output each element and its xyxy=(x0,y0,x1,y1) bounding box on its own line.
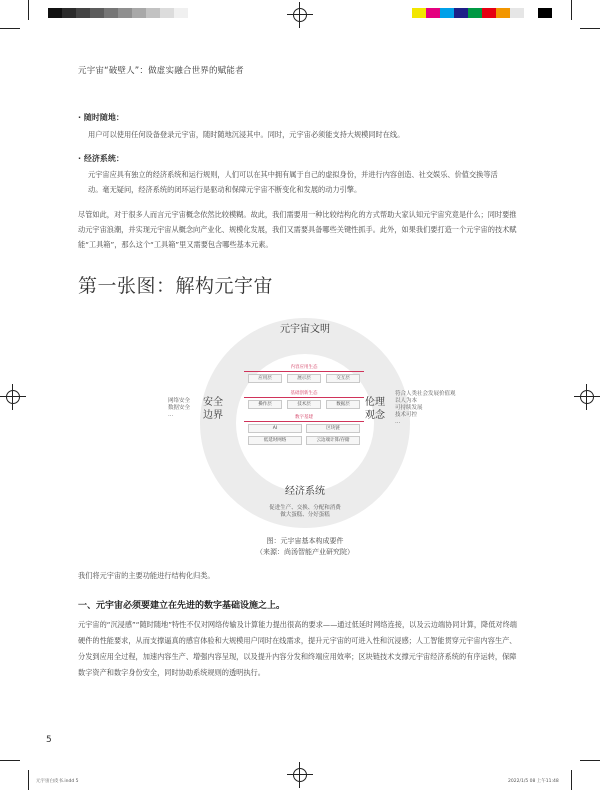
color-swatch xyxy=(510,8,524,18)
core-cell: 展示层 xyxy=(287,374,321,383)
color-swatch xyxy=(48,8,62,18)
color-swatch xyxy=(482,8,496,18)
grayscale-color-bar xyxy=(48,8,188,18)
color-swatch xyxy=(496,8,510,18)
core-divider xyxy=(244,371,364,372)
color-swatch xyxy=(174,8,188,18)
crop-mark xyxy=(571,770,572,790)
page-number: 5 xyxy=(46,735,52,745)
section-heading-infrastructure: 一、元宇宙必须要建立在先进的数字基础设施之上。 xyxy=(78,601,286,611)
footer-timestamp: 2022/1/5 08 上午11:48 xyxy=(508,779,559,784)
crop-mark xyxy=(0,760,20,761)
color-swatch xyxy=(538,8,552,18)
core-cell: 低延时网络 xyxy=(248,436,302,445)
bullet-heading-anytime: · 随时随地： xyxy=(78,113,124,122)
color-swatch xyxy=(426,8,440,18)
core-row-title-content: 内容应用生态 xyxy=(290,365,318,370)
color-swatch xyxy=(132,8,146,18)
figure-caption-line2: （来源：尚汤智能产业研究院） xyxy=(256,548,354,556)
color-swatch xyxy=(62,8,76,18)
color-swatch xyxy=(160,8,174,18)
crop-mark xyxy=(571,0,572,20)
bullet-text-economy: 元宇宙应具有独立的经济系统和运行规则，人们可以在其中拥有属于自己的虚拟身份，并进行内容创造、社交娱乐、价值交换等活动。毫无疑问，经济系统的闭环运行是驱动和保障元宇宙不断变化和发展的动力引擎。 xyxy=(88,170,498,194)
diagram-label-ethics: 伦理 观念 xyxy=(365,397,385,421)
color-swatch xyxy=(118,8,132,18)
core-cell: 技术层 xyxy=(287,400,321,409)
note-security: 网络安全 数据安全 ... xyxy=(168,398,191,418)
crop-mark xyxy=(580,28,600,29)
diagram-label-civilization: 元宇宙文明 xyxy=(280,324,330,335)
color-swatch xyxy=(146,8,160,18)
cmyk-color-bar xyxy=(412,8,552,18)
color-swatch xyxy=(524,8,538,18)
core-cell: 操作层 xyxy=(248,400,282,409)
crop-mark xyxy=(580,760,600,761)
core-divider xyxy=(244,397,364,398)
after-caption-text: 我们将元宇宙的主要功能进行结构化归类。 xyxy=(78,571,215,580)
core-row-title-infrastructure: 数字基建 xyxy=(295,415,313,420)
color-swatch xyxy=(468,8,482,18)
running-header: 元宇宙“破壁人”：做虚实融合世界的赋能者 xyxy=(78,66,244,76)
registration-mark-bottom xyxy=(287,762,313,788)
note-ethics: 符合人类社会发展价值观 以人为本 可持续发展 技术可控 ... xyxy=(395,391,456,425)
figure-caption-line1: 图：元宇宙基本构成要件 xyxy=(266,537,344,545)
core-cell: 交互层 xyxy=(326,374,360,383)
registration-mark-left xyxy=(0,384,26,410)
crop-mark xyxy=(0,28,20,29)
crop-mark xyxy=(28,770,29,790)
diagram-label-economy: 经济系统 xyxy=(285,486,325,497)
crop-mark xyxy=(28,0,29,20)
core-cell: 数据层 xyxy=(326,400,360,409)
bullet-text-anytime: 用户可以使用任何设备登录元宇宙，随时随地沉浸其中。同时，元宇宙必须能支持大规模同时在线。 xyxy=(88,130,405,139)
core-cell: AI xyxy=(248,424,302,433)
core-divider xyxy=(244,421,364,422)
color-swatch xyxy=(90,8,104,18)
intro-paragraph: 尽管如此，对于很多人而言元宇宙概念依然比较模糊。故此，我们需要用一种比较结构化的方式帮助大家认知元宇宙究竟是什么；同时要推动元宇宙浪潮，并实现元宇宙从概念向产业化、规模化发展，我们又需要具备哪些关键性抓手。此外，如果我们要打造一个元宇宙的技术赋能“工具箱”，那么这个“工具箱”里又需要包含哪些基本元素。 xyxy=(78,210,517,249)
core-row-title-innovation: 基础创新生态 xyxy=(290,391,318,396)
body-paragraph: 元宇宙的“沉浸感”“随时随地”特性不仅对网络传输及计算能力提出很高的要求——通过低延时网络连接，以及云边端协同计算，降低对终端硬件的性能要求，从而支撑逼真的感官体验和大规模用户同时在线需求，提升元宇宙的可进入性和沉浸感；人工智能贯穿元宇宙内容生产、分发到应用全过程，加速内容生产、增强内容呈现，以及提升内容分发和终端应用效率；区块链技术支撑元宇宙经济系统的有序运转，保障数字资产和数字身份安全，同时协助系统规则的透明执行。 xyxy=(78,620,517,677)
registration-mark-right xyxy=(574,384,600,410)
core-cell: 云边端计算/存储 xyxy=(306,436,360,445)
core-cell: 区块链 xyxy=(306,424,360,433)
color-swatch xyxy=(76,8,90,18)
bullet-heading-economy: · 经济系统： xyxy=(78,154,124,163)
color-swatch xyxy=(412,8,426,18)
footer-file-name: 元宇宙白皮书.indd 5 xyxy=(36,779,79,784)
diagram-core-layers xyxy=(244,358,364,450)
color-swatch xyxy=(454,8,468,18)
note-economy: 促进生产、交换、分配和消费 做大蛋糕、分好蛋糕 xyxy=(269,505,341,518)
color-swatch xyxy=(440,8,454,18)
core-cell: 应用层 xyxy=(248,374,282,383)
diagram-label-security: 安全 边界 xyxy=(203,397,223,421)
registration-mark-top xyxy=(287,2,313,28)
section-title: 第一张图：解构元宇宙 xyxy=(78,275,274,297)
color-swatch xyxy=(104,8,118,18)
